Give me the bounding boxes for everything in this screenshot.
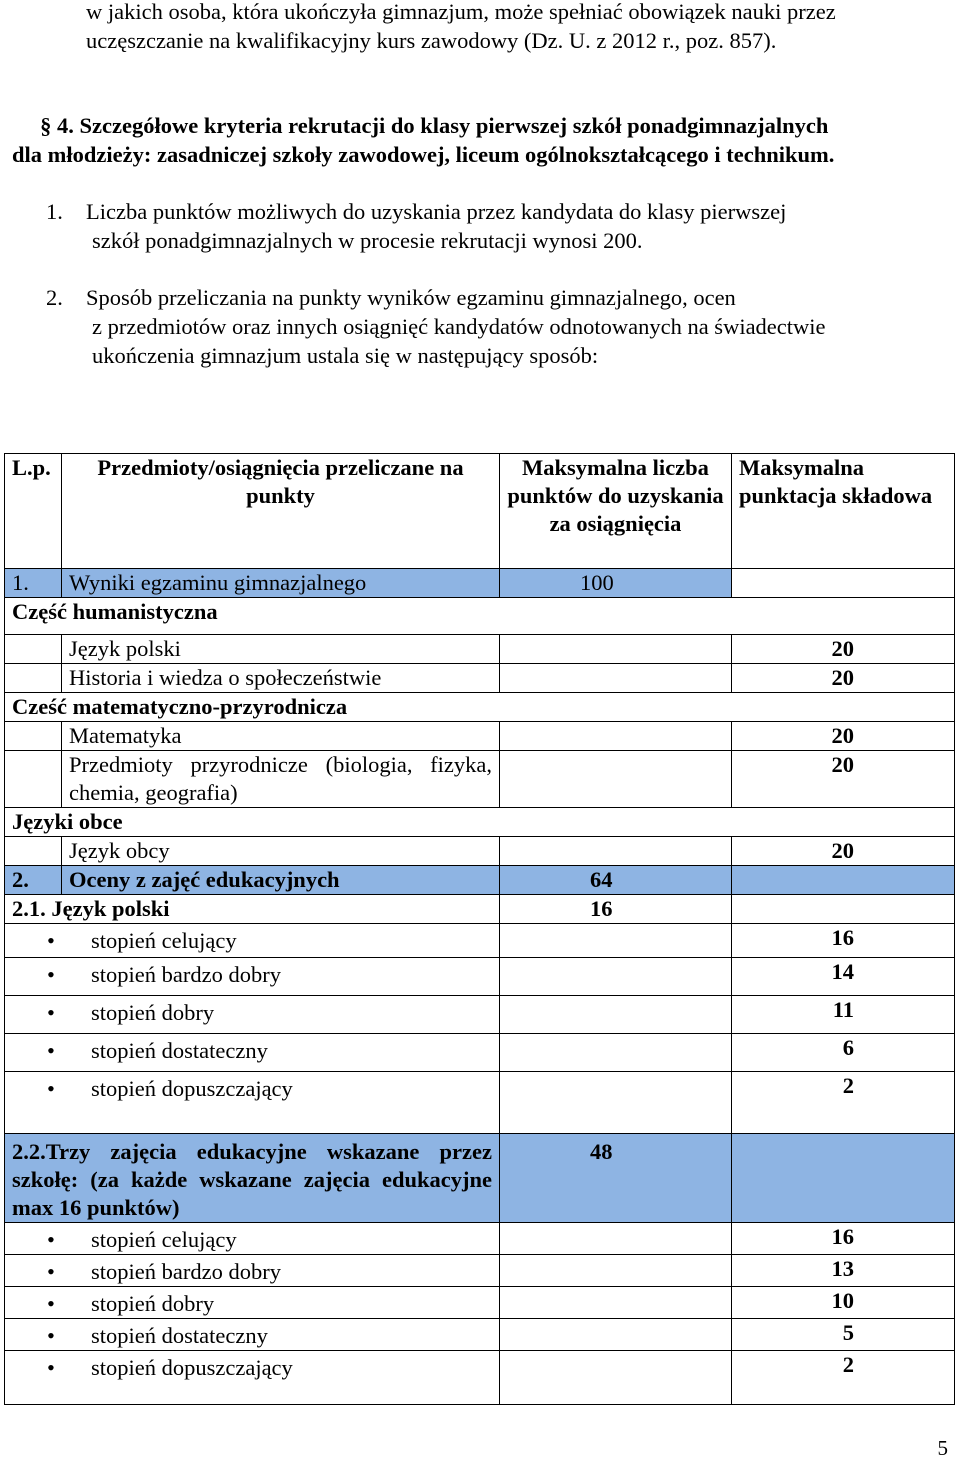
grade-label: stopień dobry	[91, 1000, 215, 1025]
empty-cell	[500, 635, 732, 664]
row-value: 6	[732, 1034, 955, 1072]
row-value: 20	[732, 751, 955, 808]
row-value: 64	[500, 866, 732, 895]
row-value: 48	[500, 1134, 732, 1223]
table-row	[5, 1255, 955, 1287]
row-value: 16	[500, 895, 732, 924]
grade-label: stopień dobry	[91, 1291, 215, 1316]
row-label: Język obcy	[62, 837, 500, 866]
empty-cell	[732, 1134, 955, 1223]
table-row	[5, 1134, 955, 1223]
grade-item	[5, 1034, 500, 1072]
grade-item	[5, 1351, 500, 1405]
empty-cell	[732, 569, 955, 598]
scoring-table	[4, 453, 955, 1405]
header-lp: L.p.	[5, 454, 62, 569]
row-value: 11	[732, 996, 955, 1034]
grade-item	[5, 1255, 500, 1287]
header-subject: Przedmioty/osiągnięcia przeliczane na punkty	[62, 454, 500, 569]
empty-cell	[500, 1034, 732, 1072]
point-number: 2.	[46, 285, 63, 310]
row-label: Przedmioty przyrodnicze (biologia, fizyka, chemia, geografia)	[62, 751, 500, 808]
row-value: 20	[732, 837, 955, 866]
empty-cell	[500, 751, 732, 808]
row-value: 2	[732, 1351, 955, 1405]
paragraph-line: ukończenia gimnazjum ustala się w następujący sposób:	[92, 343, 599, 368]
table-row	[5, 751, 955, 808]
table-row	[5, 664, 955, 693]
paragraph-line: Sposób przeliczania na punkty wyników egzaminu gimnazjalnego, ocen	[86, 285, 736, 310]
heading-line: § 4. Szczegółowe kryteria rekrutacji do klasy pierwszej szkół ponadgimnazjalnych	[12, 113, 829, 138]
row-value: 20	[732, 664, 955, 693]
row-label: Oceny z zajęć edukacyjnych	[62, 866, 500, 895]
grade-item	[5, 1319, 500, 1351]
empty-cell	[500, 1319, 732, 1351]
row-label: Język polski	[62, 635, 500, 664]
grade-item	[5, 958, 500, 996]
header-max-component: Maksymalna punktacja składowa	[732, 454, 955, 569]
paragraph-line: z przedmiotów oraz innych osiągnięć kandydatów odnotowanych na świadectwie	[92, 314, 826, 339]
row-label: 2.2.Trzy zajęcia edukacyjne wskazane przez szkołę: (za każde wskazane zajęcia edukacyjne max 16 punktów)	[5, 1134, 500, 1223]
empty-cell	[5, 837, 62, 866]
table-row	[5, 866, 955, 895]
empty-cell	[500, 1255, 732, 1287]
page-number: 5	[937, 1436, 948, 1460]
table-row	[5, 693, 955, 722]
row-label: Matematyka	[62, 722, 500, 751]
intro-paragraph	[86, 0, 949, 55]
empty-cell	[500, 958, 732, 996]
heading-line: dla młodzieży: zasadniczej szkoły zawodowej, liceum ogólnokształcącego i technikum.	[12, 142, 835, 167]
empty-cell	[500, 1287, 732, 1319]
empty-cell	[500, 837, 732, 866]
table-row	[5, 722, 955, 751]
row-value: 16	[732, 924, 955, 958]
section-label: Języki obce	[5, 808, 955, 837]
empty-cell	[5, 635, 62, 664]
row-value: 20	[732, 635, 955, 664]
empty-cell	[732, 866, 955, 895]
empty-cell	[500, 924, 732, 958]
table-row	[5, 895, 955, 924]
grade-label: stopień celujący	[91, 1227, 237, 1252]
section-heading	[12, 111, 949, 169]
table-row	[5, 598, 955, 635]
grade-label: stopień dostateczny	[91, 1038, 268, 1063]
grade-label: stopień dopuszczający	[91, 1355, 293, 1380]
table-row	[5, 996, 955, 1034]
row-value: 100	[500, 569, 732, 598]
table-header-row	[5, 454, 955, 569]
grade-label: stopień dopuszczający	[91, 1076, 293, 1101]
table-row	[5, 1072, 955, 1134]
empty-cell	[5, 722, 62, 751]
table-row	[5, 569, 955, 598]
grade-label: stopień bardzo dobry	[91, 1259, 281, 1284]
table-row	[5, 1351, 955, 1405]
point-2-paragraph	[46, 283, 924, 370]
grade-label: stopień bardzo dobry	[91, 962, 281, 987]
paragraph-line: szkół ponadgimnazjalnych w procesie rekrutacji wynosi 200.	[92, 228, 643, 253]
row-value: 2	[732, 1072, 955, 1134]
grade-item	[5, 1287, 500, 1319]
intro-line: w jakich osoba, która ukończyła gimnazjum, może spełniać obowiązek nauki przez	[86, 0, 836, 24]
empty-cell	[500, 996, 732, 1034]
paragraph-line: Liczba punktów możliwych do uzyskania przez kandydata do klasy pierwszej	[86, 199, 787, 224]
empty-cell	[500, 664, 732, 693]
row-label: Wyniki egzaminu gimnazjalnego	[62, 569, 500, 598]
point-number: 1.	[46, 199, 63, 224]
row-label: 2.1. Język polski	[5, 895, 500, 924]
grade-label: stopień dostateczny	[91, 1323, 268, 1348]
table-row	[5, 635, 955, 664]
grade-item	[5, 1223, 500, 1255]
table-row	[5, 1034, 955, 1072]
row-value: 14	[732, 958, 955, 996]
empty-cell	[500, 1223, 732, 1255]
table-row	[5, 1287, 955, 1319]
intro-line: uczęszczanie na kwalifikacyjny kurs zawodowy (Dz. U. z 2012 r., poz. 857).	[86, 28, 777, 53]
point-1-paragraph	[46, 197, 924, 255]
table-row	[5, 1319, 955, 1351]
grade-item	[5, 1072, 500, 1134]
header-max-points: Maksymalna liczba punktów do uzyskania za osiągnięcia	[500, 454, 732, 569]
row-number: 2.	[5, 866, 62, 895]
section-label: Cześć matematyczno-przyrodnicza	[5, 693, 955, 722]
empty-cell	[500, 1351, 732, 1405]
row-value: 5	[732, 1319, 955, 1351]
grade-item	[5, 924, 500, 958]
row-label: Historia i wiedza o społeczeństwie	[62, 664, 500, 693]
empty-cell	[500, 722, 732, 751]
grade-item	[5, 996, 500, 1034]
empty-cell	[5, 751, 62, 808]
row-value: 13	[732, 1255, 955, 1287]
empty-cell	[500, 1072, 732, 1134]
row-value: 10	[732, 1287, 955, 1319]
table-row	[5, 1223, 955, 1255]
row-value: 16	[732, 1223, 955, 1255]
empty-cell	[5, 664, 62, 693]
table-row	[5, 837, 955, 866]
empty-cell	[732, 895, 955, 924]
table-row	[5, 958, 955, 996]
row-value: 20	[732, 722, 955, 751]
grade-label: stopień celujący	[91, 928, 237, 953]
row-number: 1.	[5, 569, 62, 598]
table-row	[5, 924, 955, 958]
table-row	[5, 808, 955, 837]
section-label: Część humanistyczna	[5, 598, 955, 635]
